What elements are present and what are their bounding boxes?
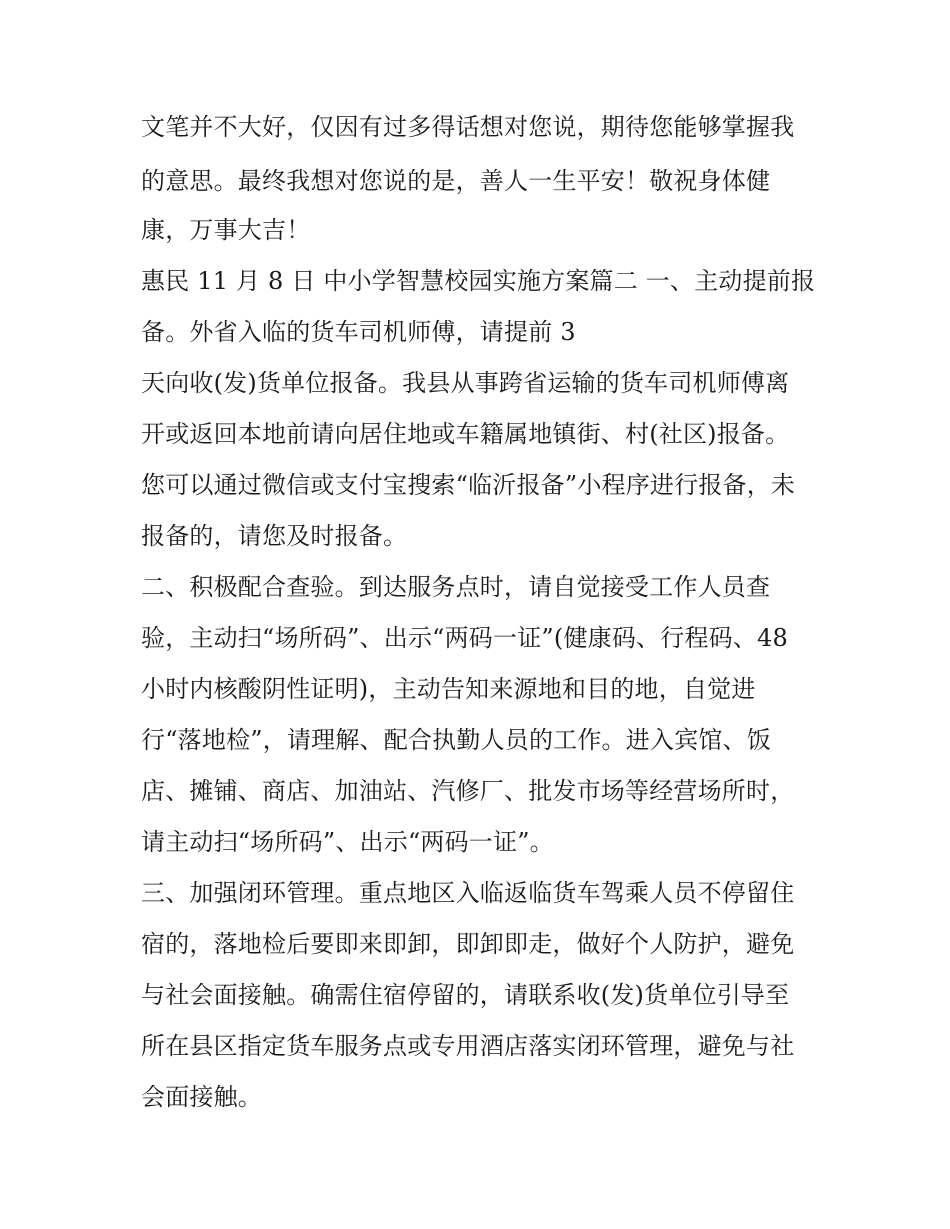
text-line: 备。外省入临的货车司机师傅，请提前 3 <box>141 318 576 346</box>
text-line: 康，万事大吉！ <box>141 216 311 244</box>
text-line: 惠民 11 月 8 日 中小学智慧校园实施方案篇二 一、主动提前报 <box>141 267 816 295</box>
text-line: 宿的，落地检后要即来即卸，即卸即走，做好个人防护，避免 <box>141 930 795 958</box>
text-line: 三、加强闭环管理。重点地区入临返临货车驾乘人员不停留住 <box>141 879 795 907</box>
text-line: 店、摊铺、商店、加油站、汽修厂、批发市场等经营场所时， <box>141 777 795 805</box>
text-line: 天向收(发)货单位报备。我县从事跨省运输的货车司机师傅离 <box>141 369 790 397</box>
text-line: 二、积极配合查验。到达服务点时，请自觉接受工作人员查 <box>141 573 771 601</box>
text-line: 文笔并不大好，仅因有过多得话想对您说，期待您能够掌握我 <box>141 113 795 141</box>
text-line: 所在县区指定货车服务点或专用酒店落实闭环管理，避免与社 <box>141 1032 795 1060</box>
text-line: 请主动扫“场所码”、出示“两码一证”。 <box>141 828 554 856</box>
text-line: 与社会面接触。确需住宿停留的，请联系收(发)货单位引导至 <box>141 981 790 1009</box>
text-line: 会面接触。 <box>141 1083 262 1111</box>
text-line: 您可以通过微信或支付宝搜索“临沂报备”小程序进行报备，未 <box>141 471 796 499</box>
text-line: 开或返回本地前请向居住地或车籍属地镇街、村(社区)报备。 <box>141 420 790 448</box>
text-line: 验，主动扫“场所码”、出示“两码一证”(健康码、行程码、48 <box>141 624 788 652</box>
text-line: 报备的，请您及时报备。 <box>141 522 408 550</box>
text-line: 的意思。最终我想对您说的是，善人一生平安！敬祝身体健 <box>141 167 771 195</box>
text-line: 小时内核酸阴性证明)，主动告知来源地和目的地，自觉进 <box>141 675 756 703</box>
text-line: 行“落地检”，请理解、配合执勤人员的工作。进入宾馆、饭 <box>141 726 771 754</box>
